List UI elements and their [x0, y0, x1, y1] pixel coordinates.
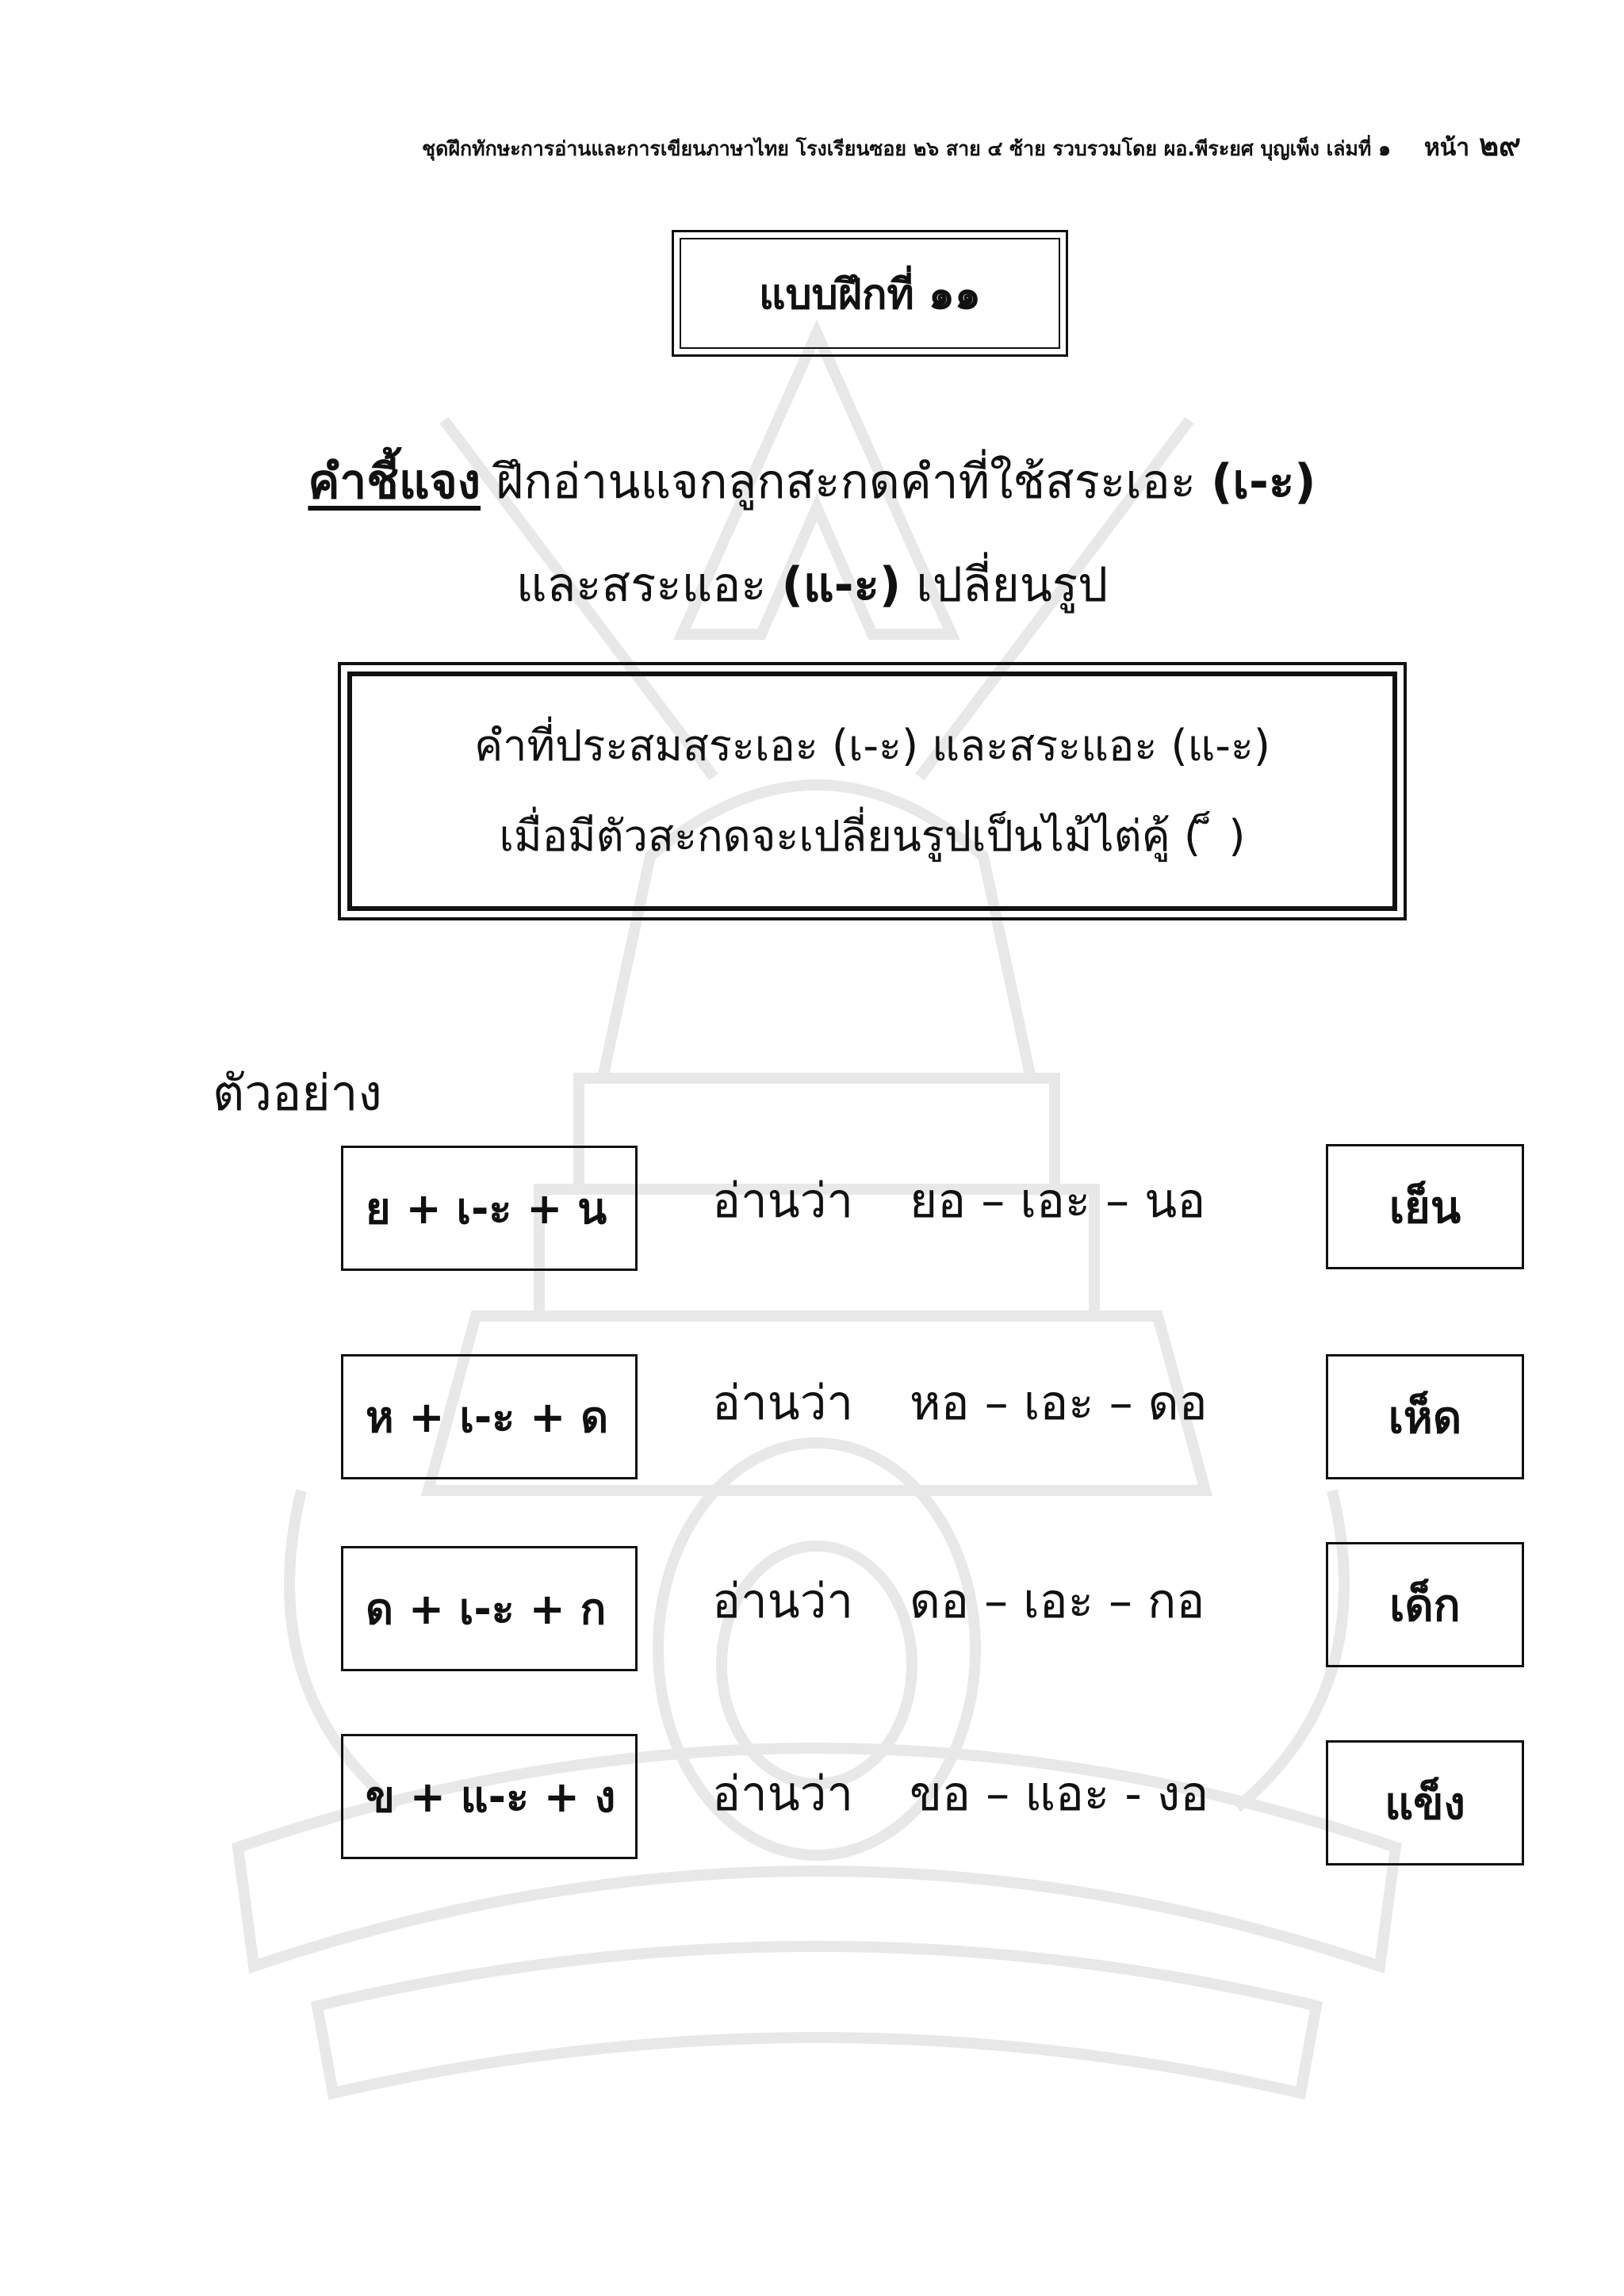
example-row	[0, 1146, 1624, 1272]
rule-line-2: เมื่อมีตัวสะกดจะเปลี่ยนรูปเป็นไม้ไต่คู้ ( ็ )	[499, 811, 1246, 861]
example-row	[0, 1546, 1624, 1673]
page-number: ๒๙	[1479, 128, 1521, 163]
read-as-label: อ่านว่า	[712, 1376, 854, 1431]
instruction-line2-prefix: และสระแอะ	[515, 557, 782, 613]
instruction-line1-text: ฝึกอ่านแจกลูกสะกดคำที่ใช้สระเอะ	[481, 454, 1212, 510]
answer-box: เย็น	[1326, 1144, 1524, 1269]
read-as-label: อ่านว่า	[712, 1574, 854, 1629]
instruction-line-2	[0, 547, 1624, 622]
instruction-label: คำชี้แจง	[308, 454, 481, 510]
instruction-line2-vowel: (แ-ะ)	[781, 557, 902, 613]
rule-box-inner	[347, 672, 1397, 911]
exercise-title-box	[672, 230, 1068, 357]
examples-label: ตัวอย่าง	[213, 1064, 382, 1122]
header-text: ชุดฝึกทักษะการอ่านและการเขียนภาษาไทย โรงเรียนซอย ๒๖ สาย ๔ ซ้าย รวบรวมโดย ผอ.พีระยศ บุญเพ็ง เล่มที่ ๑	[422, 137, 1391, 160]
answer-box: เด็ก	[1326, 1542, 1524, 1667]
instruction-line2-suffix: เปลี่ยนรูป	[901, 557, 1109, 613]
read-as-label: อ่านว่า	[712, 1173, 854, 1229]
formula-box: ย + เ-ะ + น	[341, 1146, 638, 1271]
read-as-label: อ่านว่า	[712, 1766, 854, 1822]
spelling-text: ขอ – แอะ - งอ	[910, 1766, 1209, 1822]
spelling-text: ดอ – เอะ – กอ	[910, 1574, 1205, 1629]
rule-line-1: คำที่ประสมสระเอะ (เ-ะ) และสระแอะ (แ-ะ)	[474, 721, 1270, 771]
spelling-text: ยอ – เอะ – นอ	[910, 1173, 1206, 1229]
formula-box: ห + เ-ะ + ด	[341, 1354, 638, 1479]
rule-box	[338, 662, 1407, 920]
instruction-line1-vowel: (เ-ะ)	[1211, 454, 1316, 510]
formula-box: ข + แ-ะ + ง	[341, 1734, 638, 1859]
exercise-title: แบบฝึกที่ ๑๑	[759, 270, 981, 319]
page-header	[422, 121, 1521, 169]
answer-box: แข็ง	[1326, 1740, 1524, 1866]
example-row	[0, 1734, 1624, 1861]
page-label: หน้า	[1423, 134, 1470, 162]
formula-box: ด + เ-ะ + ก	[341, 1546, 638, 1671]
answer-box: เห็ด	[1326, 1354, 1524, 1479]
example-row	[0, 1354, 1624, 1481]
spelling-text: หอ – เอะ – ดอ	[910, 1376, 1208, 1431]
instruction-line-1	[0, 444, 1624, 519]
